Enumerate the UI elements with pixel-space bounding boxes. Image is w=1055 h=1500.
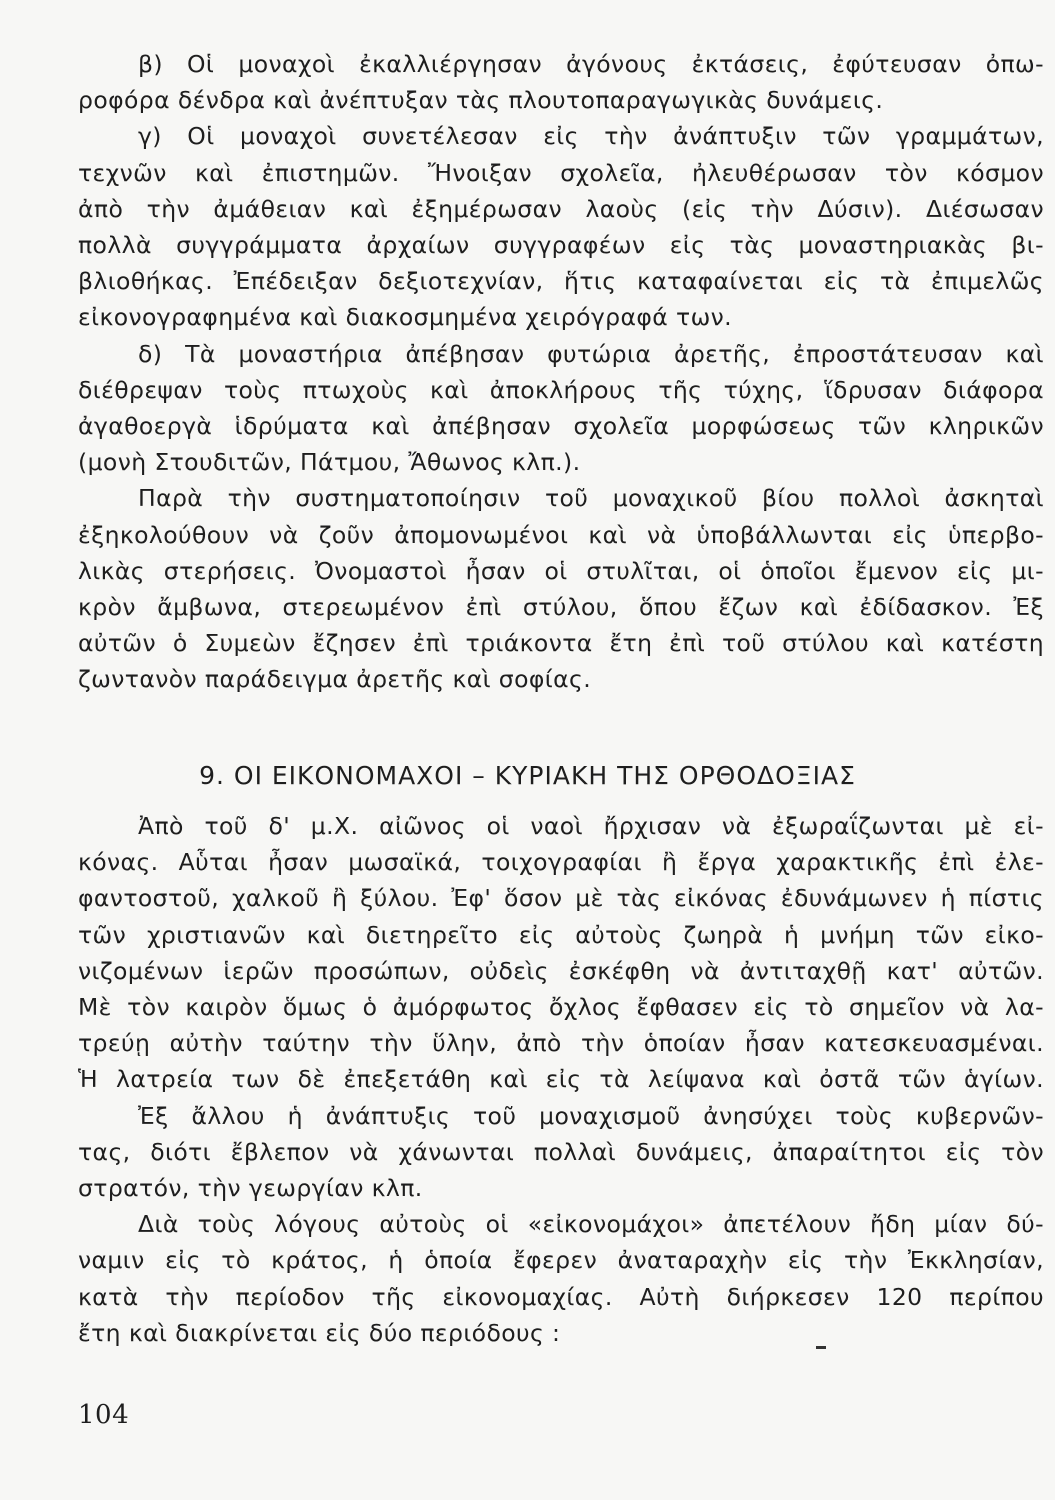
text-line: ἔτη καὶ διακρίνεται εἰς δύο περιόδους : xyxy=(78,1318,561,1347)
text-line: αὐτῶν ὁ Συμεὼν ἔζησεν ἐπὶ τριάκοντα ἔτη ἐπὶ τοῦ στύλου καὶ κατέστη xyxy=(78,629,1044,658)
text-line: (μονὴ Στουδιτῶν, Πάτμου, Ἄθωνος κλπ.). xyxy=(78,448,581,477)
text-line: Ἐξ ἄλλου ἡ ἀνάπτυξις τοῦ μοναχισμοῦ ἀνησύχει τοὺς κυβερνῶν- xyxy=(138,1101,1044,1130)
text-line: δ) Τὰ μοναστήρια ἀπέβησαν φυτώρια ἀρετῆς, ἐπροστάτευσαν καὶ xyxy=(138,339,1044,368)
text-line: Ἡ λατρεία των δὲ ἐπεξετάθη καὶ εἰς τὰ λείψανα καὶ ὀστᾶ τῶν ἁγίων. xyxy=(78,1065,1044,1094)
text-block-iconoclasts xyxy=(78,808,1044,1351)
text-line: Ἀπὸ τοῦ δ' μ.Χ. αἰῶνος οἱ ναοὶ ἤρχισαν νὰ ἐξωραΐζωνται μὲ εἰ- xyxy=(138,812,1044,840)
text-line: ἀπὸ τὴν ἀμάθειαν καὶ ἐξημέρωσαν λαοὺς (εἰς τὴν Δύσιν). Διέσωσαν xyxy=(78,194,1044,223)
ink-mark xyxy=(816,1346,826,1349)
text-line: διέθρεψαν τοὺς πτωχοὺς καὶ ἀποκλήρους τῆς τύχης, ἵδρυσαν διάφορα xyxy=(78,375,1044,404)
text-block-monasticism xyxy=(78,46,1044,698)
text-line: βλιοθήκας. Ἐπέδειξαν δεξιοτεχνίαν, ἥτις καταφαίνεται εἰς τὰ ἐπιμελῶς xyxy=(78,267,1044,296)
text-line: νιζομένων ἱερῶν προσώπων, οὐδεὶς ἐσκέφθη νὰ ἀντιταχθῇ κατ' αὐτῶν. xyxy=(78,956,1044,985)
text-line: γ) Οἱ μοναχοὶ συνετέλεσαν εἰς τὴν ἀνάπτυξιν τῶν γραμμάτων, xyxy=(138,122,1044,151)
text-line: τεχνῶν καὶ ἐπιστημῶν. Ἤνοιξαν σχολεῖα, ἠλευθέρωσαν τὸν κόσμον xyxy=(78,158,1044,187)
text-line: ἐξηκολούθουν νὰ ζοῦν ἀπομονωμένοι καὶ νὰ ὑποβάλλωνται εἰς ὑπερβο- xyxy=(78,520,1044,549)
text-line: τας, διότι ἔβλεπον νὰ χάνωνται πολλαὶ δυνάμεις, ἀπαραίτητοι εἰς τὸν xyxy=(78,1137,1044,1166)
text-line: ναμιν εἰς τὸ κράτος, ἡ ὁποία ἔφερεν ἀναταραχὴν εἰς τὴν Ἐκκλησίαν, xyxy=(78,1246,1044,1275)
text-line: λικὰς στερήσεις. Ὀνομαστοὶ ἦσαν οἱ στυλῖται, οἱ ὁποῖοι ἔμενον εἰς μι- xyxy=(78,556,1044,585)
text-line: ροφόρα δένδρα καὶ ἀνέπτυξαν τὰς πλουτοπαραγωγικὰς δυνάμεις. xyxy=(78,86,884,115)
text-line: τῶν χριστιανῶν καὶ διετηρεῖτο εἰς αὐτοὺς ζωηρὰ ἡ μνήμη τῶν εἰκο- xyxy=(78,920,1044,949)
text-line: φαντοστοῦ, χαλκοῦ ἢ ξύλου. Ἐφ' ὅσον μὲ τὰς εἰκόνας ἐδυνάμωνεν ἡ πίστις xyxy=(78,884,1044,913)
text-line: Παρὰ τὴν συστηματοποίησιν τοῦ μοναχικοῦ βίου πολλοὶ ἀσκηταὶ xyxy=(138,484,1044,513)
text-line: στρατόν, τὴν γεωργίαν κλπ. xyxy=(78,1174,423,1203)
text-line: ἀγαθοεργὰ ἱδρύματα καὶ ἀπέβησαν σχολεῖα μορφώσεως τῶν κληρικῶν xyxy=(78,412,1044,441)
text-line: πολλὰ συγγράμματα ἀρχαίων συγγραφέων εἰς τὰς μοναστηριακὰς βι- xyxy=(78,231,1044,260)
text-line: κατὰ τὴν περίοδον τῆς εἰκονομαχίας. Αὐτὴ διήρκεσεν 120 περίπου xyxy=(78,1282,1044,1311)
text-line: κρὸν ἄμβωνα, στερεωμένον ἐπὶ στύλου, ὅπου ἔζων καὶ ἐδίδασκον. Ἐξ xyxy=(78,593,1044,622)
text-line: Διὰ τοὺς λόγους αὐτοὺς οἱ «εἰκονομάχοι» ἀπετέλουν ἤδη μίαν δύ- xyxy=(138,1210,1044,1239)
text-line: ζωντανὸν παράδειγμα ἀρετῆς καὶ σοφίας. xyxy=(78,665,592,694)
text-line: τρεύῃ αὐτὴν ταύτην τὴν ὕλην, ἀπὸ τὴν ὁποίαν ἦσαν κατεσκευασμέναι. xyxy=(78,1029,1044,1058)
text-line: κόνας. Αὗται ἦσαν μωσαϊκά, τοιχογραφίαι ἢ ἔργα χαρακτικῆς ἐπὶ ἐλε- xyxy=(78,848,1044,877)
text-line: β) Οἱ μοναχοὶ ἐκαλλιέργησαν ἀγόνους ἐκτάσεις, ἐφύτευσαν ὀπω- xyxy=(138,50,1044,78)
page-number: 104 xyxy=(78,1400,130,1430)
text-line: Μὲ τὸν καιρὸν ὅμως ὁ ἀμόρφωτος ὄχλος ἔφθασεν εἰς τὸ σημεῖον νὰ λα- xyxy=(78,993,1044,1022)
section-heading: 9. ΟΙ ΕΙΚΟΝΟΜΑΧΟΙ – ΚΥΡΙΑΚΗ ΤΗΣ ΟΡΘΟΔΟΞΙΑΣ xyxy=(199,761,856,790)
text-line: εἰκονογραφημένα καὶ διακοσμημένα χειρόγραφά των. xyxy=(78,303,733,332)
